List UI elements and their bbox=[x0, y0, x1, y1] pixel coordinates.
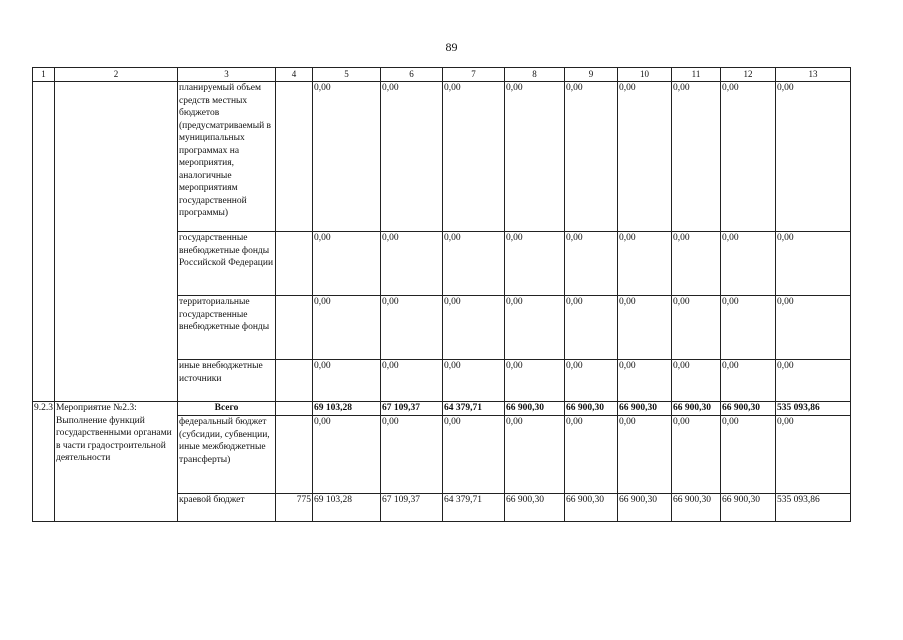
budget-code bbox=[276, 402, 313, 416]
value-cell: 0,00 bbox=[721, 232, 776, 296]
value-cell: 69 103,28 bbox=[313, 402, 381, 416]
value-cell: 0,00 bbox=[672, 232, 721, 296]
value-cell: 0,00 bbox=[618, 360, 672, 402]
table-row bbox=[33, 402, 851, 416]
col-header: 3 bbox=[178, 68, 276, 82]
funding-source: краевой бюджет bbox=[178, 494, 276, 522]
col-header: 13 bbox=[776, 68, 851, 82]
value-cell: 0,00 bbox=[618, 296, 672, 360]
value-cell: 0,00 bbox=[313, 232, 381, 296]
value-cell: 66 900,30 bbox=[505, 402, 565, 416]
col-header: 5 bbox=[313, 68, 381, 82]
value-cell: 0,00 bbox=[381, 296, 443, 360]
value-cell: 0,00 bbox=[721, 416, 776, 494]
value-cell: 0,00 bbox=[672, 296, 721, 360]
value-cell: 0,00 bbox=[313, 82, 381, 232]
measure-name-cell: Мероприятие №2.3: Выполнение функций государственными органами в части градостроительной деятельности bbox=[55, 402, 178, 522]
funding-source: территориальные государственные внебюджетные фонды bbox=[178, 296, 276, 360]
page-number: 89 bbox=[445, 40, 458, 54]
col-header: 8 bbox=[505, 68, 565, 82]
col-header: 11 bbox=[672, 68, 721, 82]
column-number-row bbox=[33, 68, 851, 82]
value-cell: 0,00 bbox=[721, 296, 776, 360]
value-cell: 0,00 bbox=[776, 82, 851, 232]
value-cell: 66 900,30 bbox=[565, 494, 618, 522]
value-cell: 0,00 bbox=[776, 232, 851, 296]
value-cell: 0,00 bbox=[618, 232, 672, 296]
budget-code bbox=[276, 416, 313, 494]
value-cell: 0,00 bbox=[721, 82, 776, 232]
measure-name-cell bbox=[55, 82, 178, 402]
value-cell: 0,00 bbox=[443, 232, 505, 296]
col-header: 1 bbox=[33, 68, 55, 82]
value-cell: 66 900,30 bbox=[505, 494, 565, 522]
budget-code bbox=[276, 296, 313, 360]
col-header: 4 bbox=[276, 68, 313, 82]
value-cell: 0,00 bbox=[565, 416, 618, 494]
funding-source: планируемый объем средств местных бюджетов (предусматриваемый в муниципальных программах на мероприятия, аналогичные мероприятиям государственной программы) bbox=[178, 82, 276, 232]
value-cell: 0,00 bbox=[565, 82, 618, 232]
value-cell: 0,00 bbox=[672, 416, 721, 494]
col-header: 7 bbox=[443, 68, 505, 82]
value-cell: 0,00 bbox=[381, 360, 443, 402]
value-cell: 64 379,71 bbox=[443, 494, 505, 522]
value-cell: 66 900,30 bbox=[721, 494, 776, 522]
funding-source: федеральный бюджет (субсидии, субвенции, иные межбюджетные трансферты) bbox=[178, 416, 276, 494]
value-cell: 0,00 bbox=[776, 416, 851, 494]
value-cell: 0,00 bbox=[381, 232, 443, 296]
value-cell: 0,00 bbox=[618, 416, 672, 494]
value-cell: 0,00 bbox=[565, 232, 618, 296]
value-cell: 535 093,86 bbox=[776, 402, 851, 416]
value-cell: 0,00 bbox=[565, 360, 618, 402]
value-cell: 67 109,37 bbox=[381, 494, 443, 522]
value-cell: 66 900,30 bbox=[565, 402, 618, 416]
value-cell: 0,00 bbox=[381, 416, 443, 494]
value-cell: 66 900,30 bbox=[721, 402, 776, 416]
col-header: 10 bbox=[618, 68, 672, 82]
col-header: 12 bbox=[721, 68, 776, 82]
value-cell: 0,00 bbox=[505, 416, 565, 494]
value-cell: 0,00 bbox=[618, 82, 672, 232]
col-header: 2 bbox=[55, 68, 178, 82]
budget-code bbox=[276, 360, 313, 402]
funding-source: Всего bbox=[178, 402, 276, 416]
value-cell: 0,00 bbox=[672, 82, 721, 232]
value-cell: 0,00 bbox=[776, 360, 851, 402]
value-cell: 66 900,30 bbox=[618, 494, 672, 522]
value-cell: 0,00 bbox=[313, 360, 381, 402]
value-cell: 0,00 bbox=[313, 296, 381, 360]
table-row bbox=[33, 82, 851, 232]
value-cell: 0,00 bbox=[443, 82, 505, 232]
value-cell: 535 093,86 bbox=[776, 494, 851, 522]
value-cell: 0,00 bbox=[505, 82, 565, 232]
budget-code bbox=[276, 82, 313, 232]
value-cell: 66 900,30 bbox=[672, 402, 721, 416]
value-cell: 66 900,30 bbox=[618, 402, 672, 416]
value-cell: 0,00 bbox=[505, 232, 565, 296]
value-cell: 66 900,30 bbox=[672, 494, 721, 522]
col-header: 6 bbox=[381, 68, 443, 82]
col-header: 9 bbox=[565, 68, 618, 82]
budget-table bbox=[32, 67, 851, 522]
value-cell: 0,00 bbox=[381, 82, 443, 232]
value-cell: 64 379,71 bbox=[443, 402, 505, 416]
value-cell: 0,00 bbox=[505, 296, 565, 360]
value-cell: 0,00 bbox=[721, 360, 776, 402]
funding-source: государственные внебюджетные фонды Российской Федерации bbox=[178, 232, 276, 296]
row-number-cell: 9.2.3 bbox=[33, 402, 55, 522]
value-cell: 0,00 bbox=[313, 416, 381, 494]
budget-code: 775 bbox=[276, 494, 313, 522]
value-cell: 0,00 bbox=[505, 360, 565, 402]
value-cell: 0,00 bbox=[443, 360, 505, 402]
row-number-cell bbox=[33, 82, 55, 402]
value-cell: 67 109,37 bbox=[381, 402, 443, 416]
value-cell: 0,00 bbox=[443, 416, 505, 494]
value-cell: 0,00 bbox=[672, 360, 721, 402]
value-cell: 0,00 bbox=[443, 296, 505, 360]
value-cell: 0,00 bbox=[776, 296, 851, 360]
value-cell: 69 103,28 bbox=[313, 494, 381, 522]
funding-source: иные внебюджетные источники bbox=[178, 360, 276, 402]
budget-code bbox=[276, 232, 313, 296]
value-cell: 0,00 bbox=[565, 296, 618, 360]
